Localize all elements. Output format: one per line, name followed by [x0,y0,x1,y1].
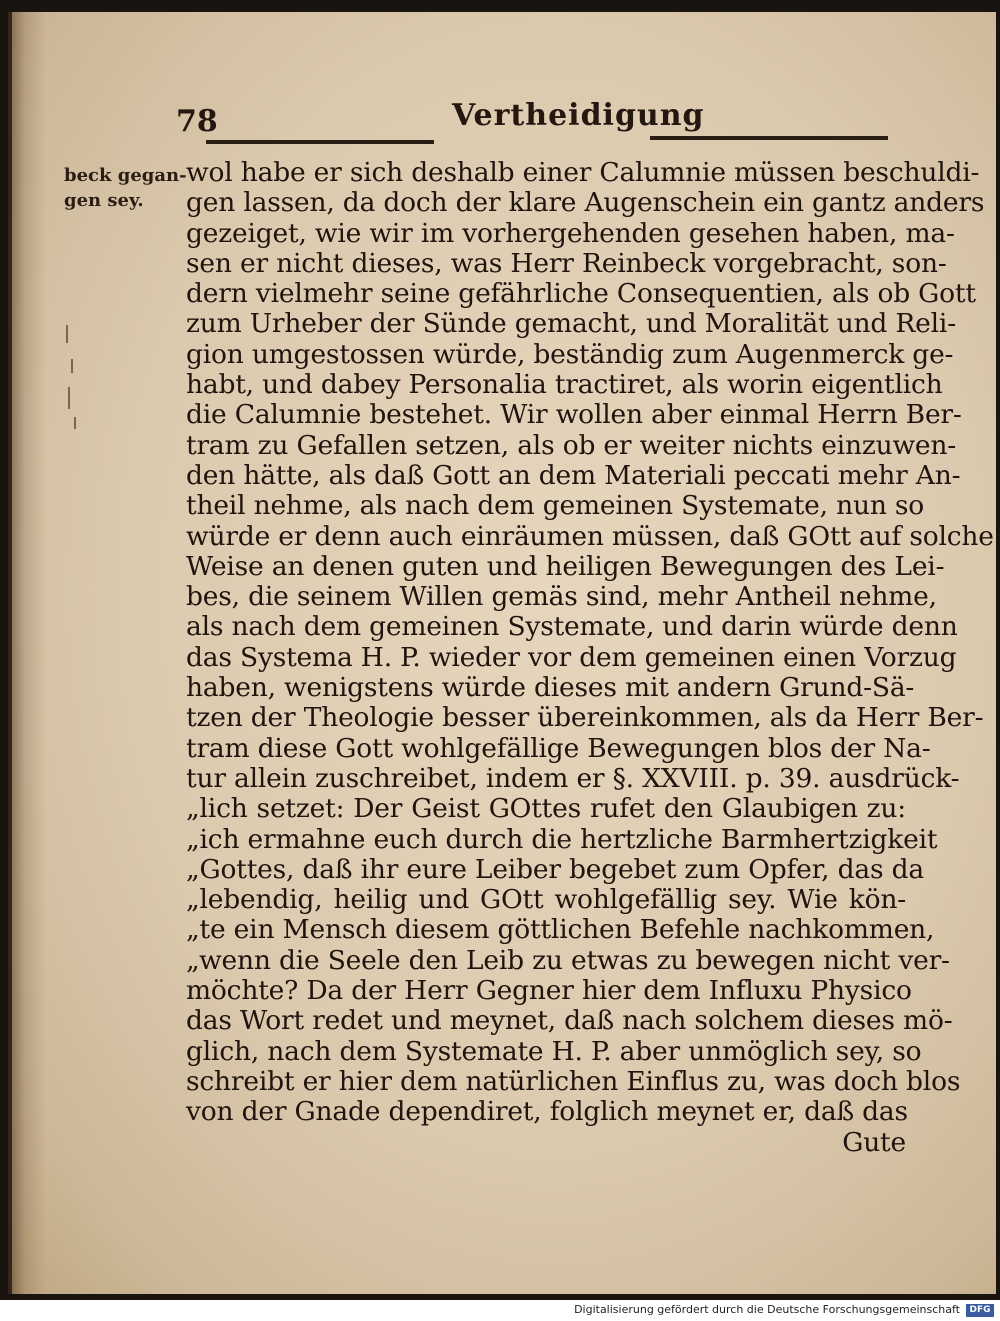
body-text [186,157,994,1158]
text-line: möchte? Da der Herr Gegner hier dem Influxu Physico [186,975,912,1007]
text-line: bes, die seinem Willen gemäs sind, mehr Antheil nehme, [186,581,937,613]
text-line: glich, nach dem Systemate H. P. aber unmöglich sey, so [186,1035,922,1067]
text-line: „ich ermahne euch durch die hertzliche Barmhertzigkeit [186,823,938,855]
catchword: Gute [842,1126,906,1158]
text-line: wol habe er sich deshalb einer Calumnie müssen beschuldi- [186,157,980,188]
text-line: sen er nicht dieses, was Herr Reinbeck vorgebracht, son- [186,247,947,279]
dfg-logo: DFG [966,1304,994,1317]
text-line: „lebendig, heilig und GOtt wohlgefällig sey. Wie kön- [186,884,906,916]
text-line: Weise an denen guten und heiligen Bewegungen des Lei- [186,550,945,582]
text-line: zum Urheber der Sünde gemacht, und Moralität und Reli- [186,308,956,340]
text-line: den hätte, als daß Gott an dem Materiali peccati mehr An- [186,459,961,491]
margin-note-line: beck gegan- [64,165,187,186]
text-line: tram zu Gefallen setzen, als ob er weiter nichts einzuwen- [186,429,957,461]
text-line: von der Gnade dependiret, folglich meynet er, daß das [186,1096,908,1128]
text-line: gion umgestossen würde, beständig zum Augenmerck ge- [186,338,954,370]
text-line: die Calumnie bestehet. Wir wollen aber einmal Herrn Ber- [186,399,962,431]
binding-gutter-shadow [8,12,46,1294]
digitization-footer [0,1300,1000,1321]
head-rule-left [206,140,434,144]
text-line: habt, und dabey Personalia tractiret, als worin eigentlich [186,369,943,401]
text-line: tram diese Gott wohlgefällige Bewegungen blos der Na- [186,732,931,764]
text-line: theil nehme, als nach dem gemeinen Systemate, nun so [186,490,925,522]
text-line: „Gottes, daß ihr eure Leiber begebet zum Opfer, das da [186,853,924,885]
text-line: „te ein Mensch diesem göttlichen Befehle nachkommen, [186,914,935,946]
margin-pencil-marks [62,325,82,435]
text-line: schreibt er hier dem natürlichen Einflus zu, was doch blos [186,1065,961,1097]
text-line: dern vielmehr seine gefährliche Consequentien, als ob Gott [186,278,976,310]
text-line: gezeiget, wie wir im vorhergehenden gesehen haben, ma- [186,217,955,249]
text-line: haben, wenigstens würde dieses mit andern Grund-Sä- [186,672,915,704]
running-head: Vertheidigung [452,98,705,133]
text-line: würde er denn auch einräumen müssen, daß GOtt auf solche [186,520,994,552]
text-line: „lich setzet: Der Geist GOttes rufet den Glaubigen zu: [186,793,906,825]
text-line: „wenn die Seele den Leib zu etwas zu bewegen nicht ver- [186,944,950,976]
margin-note-line: gen sey. [64,190,144,211]
text-line: als nach dem gemeinen Systemate, und darin würde denn [186,611,958,643]
head-rule-right [650,136,888,140]
funding-credit: Digitalisierung gefördert durch die Deutsche Forschungsgemeinschaft [574,1303,960,1316]
text-line: tur allein zuschreibet, indem er §. XXVIII. p. 39. ausdrück- [186,762,960,794]
text-line: das Wort redet und meynet, daß nach solchem dieses mö- [186,1005,953,1037]
text-line: tzen der Theologie besser übereinkommen, als da Herr Ber- [186,702,984,734]
margin-note [64,163,187,213]
text-line: das Systema H. P. wieder vor dem gemeinen einen Vorzug [186,641,957,673]
text-line: gen lassen, da doch der klare Augenschein ein gantz anders [186,187,985,219]
page-number: 78 [176,104,218,139]
